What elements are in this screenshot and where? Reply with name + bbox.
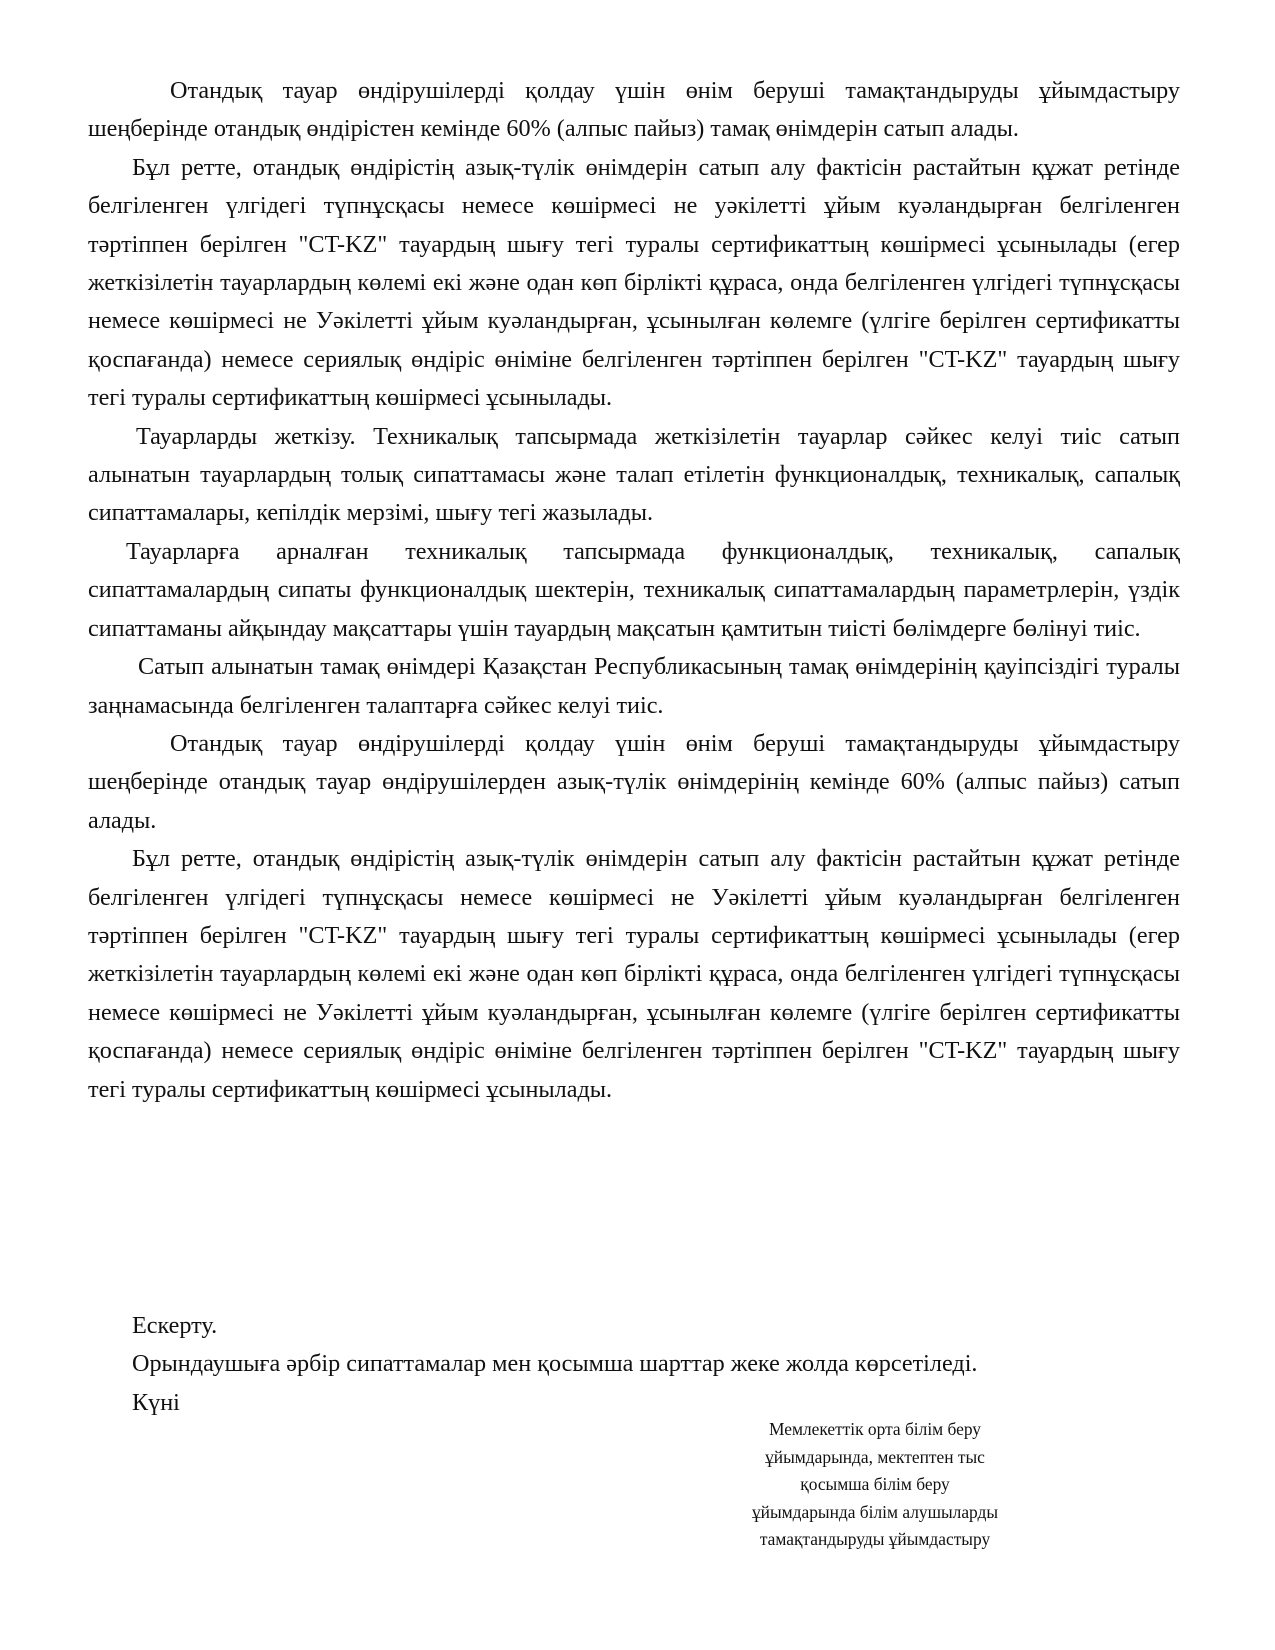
paragraph-goods-delivery: Тауарларды жеткізу. Техникалық тапсырмада жеткізілетін тауарлар сәйкес келуі тиіс сатып алынатын тауарлардың толық сипаттамасы және талап етілетін функционалдық, техникалық, сапалық сипаттамалары, кепілдік мерзімі, шығу тегі жазылады. — [88, 422, 1180, 527]
approval-block — [690, 1416, 1060, 1554]
paragraph-technical-specification: Тауарларға арналған техникалық тапсырмада функционалдық, техникалық, сапалық сипаттамалардың сипаты функционалдық шектерін, техникалық сипаттамалардың параметрлерін, үздік сипаттаманы айқындау мақсаттары үшін тауардың мақсатын қамтитын тиісті бөлімдерге бөлінуі тиіс. — [88, 537, 1180, 642]
paragraph-ct-kz-certificate-repeat: Бұл ретте, отандық өндірістің азық-түлік өнімдерін сатып алу фактісін растайтын құжат ретінде белгіленген үлгідегі түпнұсқасы немесе көшірмесі не Уәкілетті ұйым куәландырған белгіленген тәртіппен берілген "CT-KZ" тауардың шығу тегі туралы сертификаттың көшірмесі ұсынылады (егер жеткізілетін тауарлардың көлемі екі және одан көп бірлікті құраса, онда белгіленген үлгідегі түпнұсқасы немесе көшірмесі не Уәкілетті ұйым куәландырған, ұсынылған көлемге (үлгіге берілген сертификатты қоспағанда) немесе сериялық өндіріс өніміне белгіленген тәртіппен берілген "CT-KZ" тауардың шығу тегі туралы сертификаттың көшірмесі ұсынылады. — [88, 845, 1180, 1103]
paragraph-domestic-producers-60: Отандық тауар өндірушілерді қолдау үшін өнім беруші тамақтандыруды ұйымдастыру шеңберінде отандық тауар өндірушілерден азық-түлік өнімдерінің кемінде 60% (алпыс пайыз) сатып алады. — [88, 729, 1180, 834]
approval-line: қосымша білім беру — [800, 1474, 950, 1495]
note-label: Ескерту. — [132, 1312, 218, 1339]
document-body — [88, 72, 1180, 1109]
note-block — [132, 1307, 1182, 1422]
approval-line: тамақтандыруды ұйымдастыру — [759, 1529, 991, 1550]
approval-line: ұйымдарында білім алушыларды — [751, 1501, 999, 1522]
note-text: Орындаушыға әрбір сипаттамалар мен қосымша шарттар жеке жолда көрсетіледі. — [132, 1350, 978, 1378]
paragraph-food-safety: Сатып алынатын тамақ өнімдері Қазақстан Республикасының тамақ өнімдерінің қауіпсіздігі туралы заңнамасында белгіленген талаптарға сәйкес келуі тиіс. — [88, 653, 1180, 719]
paragraph-domestic-purchase-60: Отандық тауар өндірушілерді қолдау үшін өнім беруші тамақтандыруды ұйымдастыру шеңберінде отандық өндірістен кемінде 60% (алпыс пайыз) тамақ өнімдерін сатып алады. — [88, 77, 1180, 143]
approval-line: ұйымдарында, мектептен тыс — [765, 1446, 985, 1467]
paragraph-ct-kz-certificate: Бұл ретте, отандық өндірістің азық-түлік өнімдерін сатып алу фактісін растайтын құжат ретінде белгіленген үлгідегі түпнұсқасы немесе көшірмесі не уәкілетті ұйым куәландырған белгіленген тәртіппен берілген "CT-KZ" тауардың шығу тегі туралы сертификаттың көшірмесі ұсынылады (егер жеткізілетін тауарлардың көлемі екі және одан көп бірлікті құраса, онда белгіленген үлгідегі түпнұсқасы немесе көшірмесі не Уәкілетті ұйым куәландырған, ұсынылған көлемге (үлгіге берілген сертификатты қоспағанда) немесе сериялық өндіріс өніміне белгіленген тәртіппен берілген "CT-KZ" тауардың шығу тегі туралы сертификаттың көшірмесі ұсынылады. — [88, 153, 1180, 412]
date-label: Күні — [132, 1388, 180, 1416]
approval-line: Мемлекеттік орта білім беру — [769, 1419, 981, 1439]
